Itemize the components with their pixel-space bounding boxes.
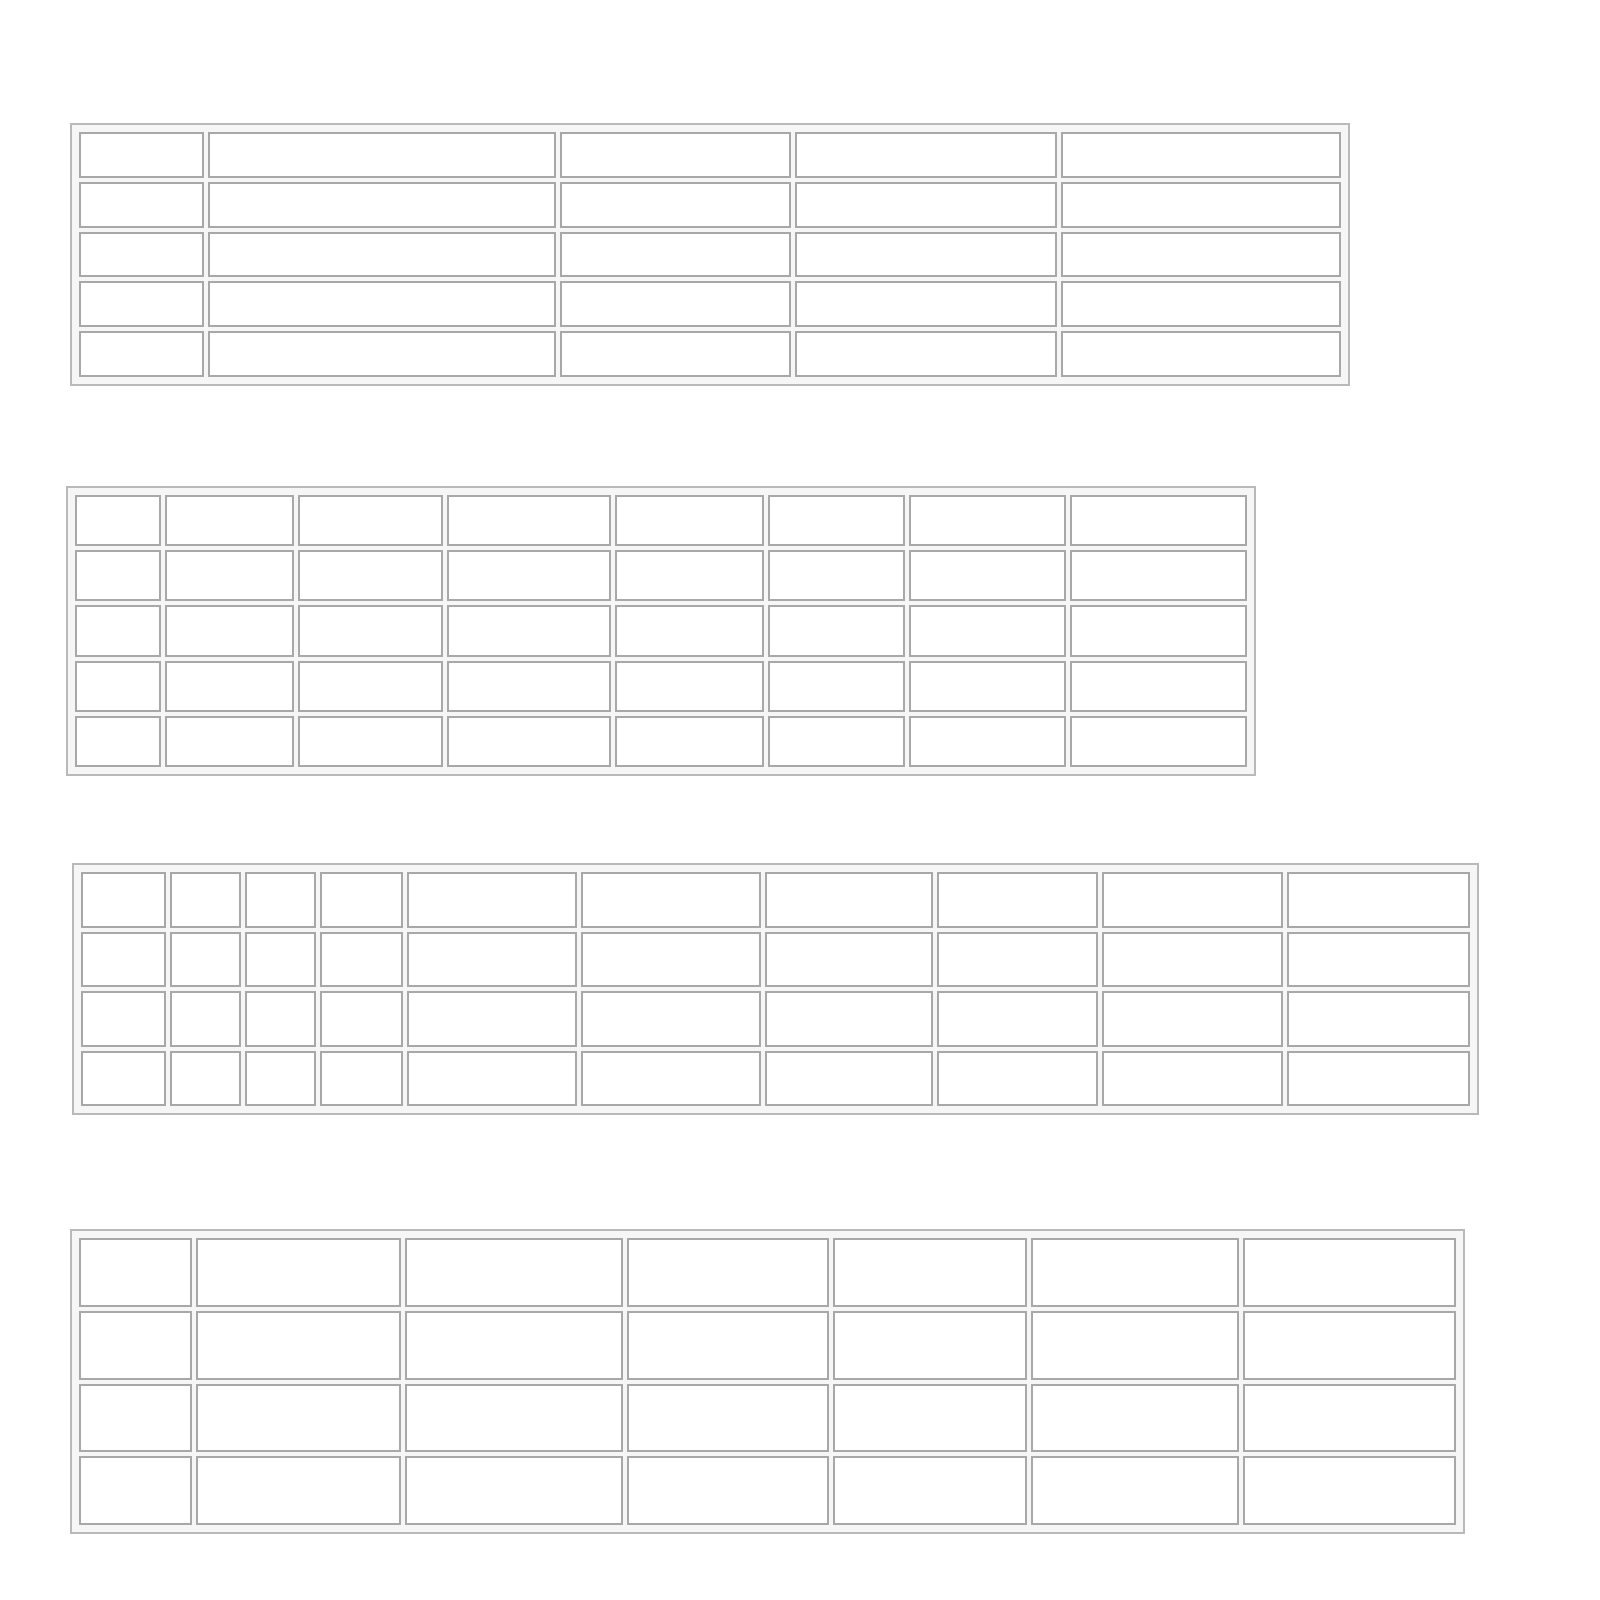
recommended-age-cell <box>208 331 557 377</box>
length-cell <box>1061 132 1341 178</box>
bust-cell <box>407 932 577 988</box>
recommended-age-cell <box>208 132 557 178</box>
table-row <box>79 1456 1456 1525</box>
sleeve-cell <box>795 281 1057 327</box>
age-cell <box>165 550 294 601</box>
pants-cell <box>1243 1456 1456 1525</box>
table-row <box>75 495 1247 546</box>
pants-cell <box>1243 1384 1456 1453</box>
bust-cell <box>196 1238 401 1307</box>
hip-cell <box>833 1238 1027 1307</box>
sleeve-cell <box>795 182 1057 228</box>
length-cell <box>1061 232 1341 278</box>
size-cell <box>81 872 166 928</box>
size-cell <box>79 1311 192 1380</box>
uk-cell <box>245 932 316 988</box>
eur-cell <box>320 1051 402 1107</box>
top-cell <box>1031 1456 1239 1525</box>
top-cell <box>1031 1384 1239 1453</box>
top-cell <box>1031 1238 1239 1307</box>
table-row <box>81 932 1470 988</box>
waist-cell <box>615 661 764 712</box>
table-row <box>79 1311 1456 1380</box>
papa-size-table <box>70 1229 1465 1534</box>
table-row <box>75 550 1247 601</box>
sleeve-cell <box>581 991 761 1047</box>
size-cell <box>75 661 161 712</box>
eur-cell <box>320 932 402 988</box>
age-cell <box>165 495 294 546</box>
length-cell <box>1061 281 1341 327</box>
sleeve-cell <box>405 1238 623 1307</box>
table-row <box>79 182 1341 228</box>
waist-cell <box>615 550 764 601</box>
mama-size-table <box>72 863 1479 1115</box>
sleeve-cell <box>405 1311 623 1380</box>
waist-cell <box>615 716 764 767</box>
size-cell <box>75 495 161 546</box>
sleeve-cell <box>447 605 611 656</box>
waist-cell <box>627 1311 829 1380</box>
sleeve-cell <box>795 331 1057 377</box>
age-cell <box>165 716 294 767</box>
pants-cell <box>1243 1311 1456 1380</box>
pants-cell <box>1070 605 1247 656</box>
bust-cell <box>407 1051 577 1107</box>
top-cell <box>1102 872 1283 928</box>
bust-cell <box>407 872 577 928</box>
baby-size-table <box>70 123 1350 386</box>
sleeve-cell <box>795 232 1057 278</box>
sleeve-cell <box>581 932 761 988</box>
waist-cell <box>627 1238 829 1307</box>
table-row <box>81 872 1470 928</box>
hip-cell <box>768 550 905 601</box>
size-cell <box>75 550 161 601</box>
size-cell <box>75 716 161 767</box>
table-row <box>81 991 1470 1047</box>
size-cell <box>79 182 204 228</box>
size-cell <box>81 991 166 1047</box>
waist-cell <box>627 1456 829 1525</box>
size-cell <box>79 1384 192 1453</box>
table-row <box>79 1384 1456 1453</box>
waist-cell <box>615 605 764 656</box>
pants-cell <box>1070 716 1247 767</box>
bust-cell <box>560 132 791 178</box>
bust-cell <box>298 605 443 656</box>
bust-cell <box>298 661 443 712</box>
length-cell <box>1061 331 1341 377</box>
table-row <box>75 716 1247 767</box>
hip-cell <box>937 991 1097 1047</box>
bust-cell <box>298 495 443 546</box>
uk-cell <box>245 991 316 1047</box>
bust-cell <box>560 281 791 327</box>
bust-cell <box>298 550 443 601</box>
hip-cell <box>937 932 1097 988</box>
table-row <box>75 661 1247 712</box>
waist-cell <box>765 1051 934 1107</box>
age-cell <box>165 661 294 712</box>
waist-cell <box>765 991 934 1047</box>
top-cell <box>909 661 1066 712</box>
hip-cell <box>937 872 1097 928</box>
pants-cell <box>1243 1238 1456 1307</box>
top-cell <box>909 605 1066 656</box>
size-cell <box>75 605 161 656</box>
table-row <box>79 1238 1456 1307</box>
hip-cell <box>833 1384 1027 1453</box>
table-row <box>79 132 1341 178</box>
recommended-age-cell <box>208 232 557 278</box>
top-cell <box>1102 932 1283 988</box>
top-cell <box>909 495 1066 546</box>
sleeve-cell <box>795 132 1057 178</box>
eur-cell <box>320 991 402 1047</box>
hip-cell <box>768 716 905 767</box>
sleeve-cell <box>447 495 611 546</box>
eur-cell <box>320 872 402 928</box>
waist-cell <box>627 1384 829 1453</box>
child-size-table <box>66 486 1256 776</box>
hip-cell <box>768 495 905 546</box>
size-cell <box>79 1456 192 1525</box>
hip-cell <box>768 661 905 712</box>
hip-cell <box>937 1051 1097 1107</box>
bust-cell <box>196 1384 401 1453</box>
size-cell <box>81 1051 166 1107</box>
size-cell <box>79 232 204 278</box>
sleeve-cell <box>447 716 611 767</box>
top-cell <box>1031 1311 1239 1380</box>
recommended-age-cell <box>208 182 557 228</box>
top-cell <box>1102 991 1283 1047</box>
table-row <box>79 281 1341 327</box>
pants-cell <box>1070 661 1247 712</box>
pants-cell <box>1070 495 1247 546</box>
bust-cell <box>560 232 791 278</box>
us-cell <box>170 932 241 988</box>
hip-cell <box>833 1456 1027 1525</box>
top-cell <box>1102 1051 1283 1107</box>
bust-cell <box>560 182 791 228</box>
pants-cell <box>1287 872 1470 928</box>
pants-cell <box>1070 550 1247 601</box>
pants-cell <box>1287 991 1470 1047</box>
top-cell <box>909 716 1066 767</box>
recommended-age-cell <box>208 281 557 327</box>
bust-cell <box>407 991 577 1047</box>
waist-cell <box>615 495 764 546</box>
us-cell <box>170 872 241 928</box>
top-cell <box>909 550 1066 601</box>
hip-cell <box>768 605 905 656</box>
sleeve-cell <box>447 550 611 601</box>
waist-cell <box>765 872 934 928</box>
size-cell <box>79 281 204 327</box>
waist-cell <box>765 932 934 988</box>
table-row <box>79 331 1341 377</box>
hip-cell <box>833 1311 1027 1380</box>
uk-cell <box>245 1051 316 1107</box>
us-cell <box>170 991 241 1047</box>
size-cell <box>79 331 204 377</box>
age-cell <box>165 605 294 656</box>
sleeve-cell <box>447 661 611 712</box>
bust-cell <box>298 716 443 767</box>
sleeve-cell <box>581 1051 761 1107</box>
size-cell <box>81 932 166 988</box>
size-cell <box>79 132 204 178</box>
us-cell <box>170 1051 241 1107</box>
pants-cell <box>1287 1051 1470 1107</box>
table-row <box>75 605 1247 656</box>
pants-cell <box>1287 932 1470 988</box>
sleeve-cell <box>405 1456 623 1525</box>
bust-cell <box>196 1311 401 1380</box>
table-row <box>81 1051 1470 1107</box>
bust-cell <box>196 1456 401 1525</box>
size-cell <box>79 1238 192 1307</box>
sleeve-cell <box>405 1384 623 1453</box>
uk-cell <box>245 872 316 928</box>
bust-cell <box>560 331 791 377</box>
sleeve-cell <box>581 872 761 928</box>
length-cell <box>1061 182 1341 228</box>
table-row <box>79 232 1341 278</box>
